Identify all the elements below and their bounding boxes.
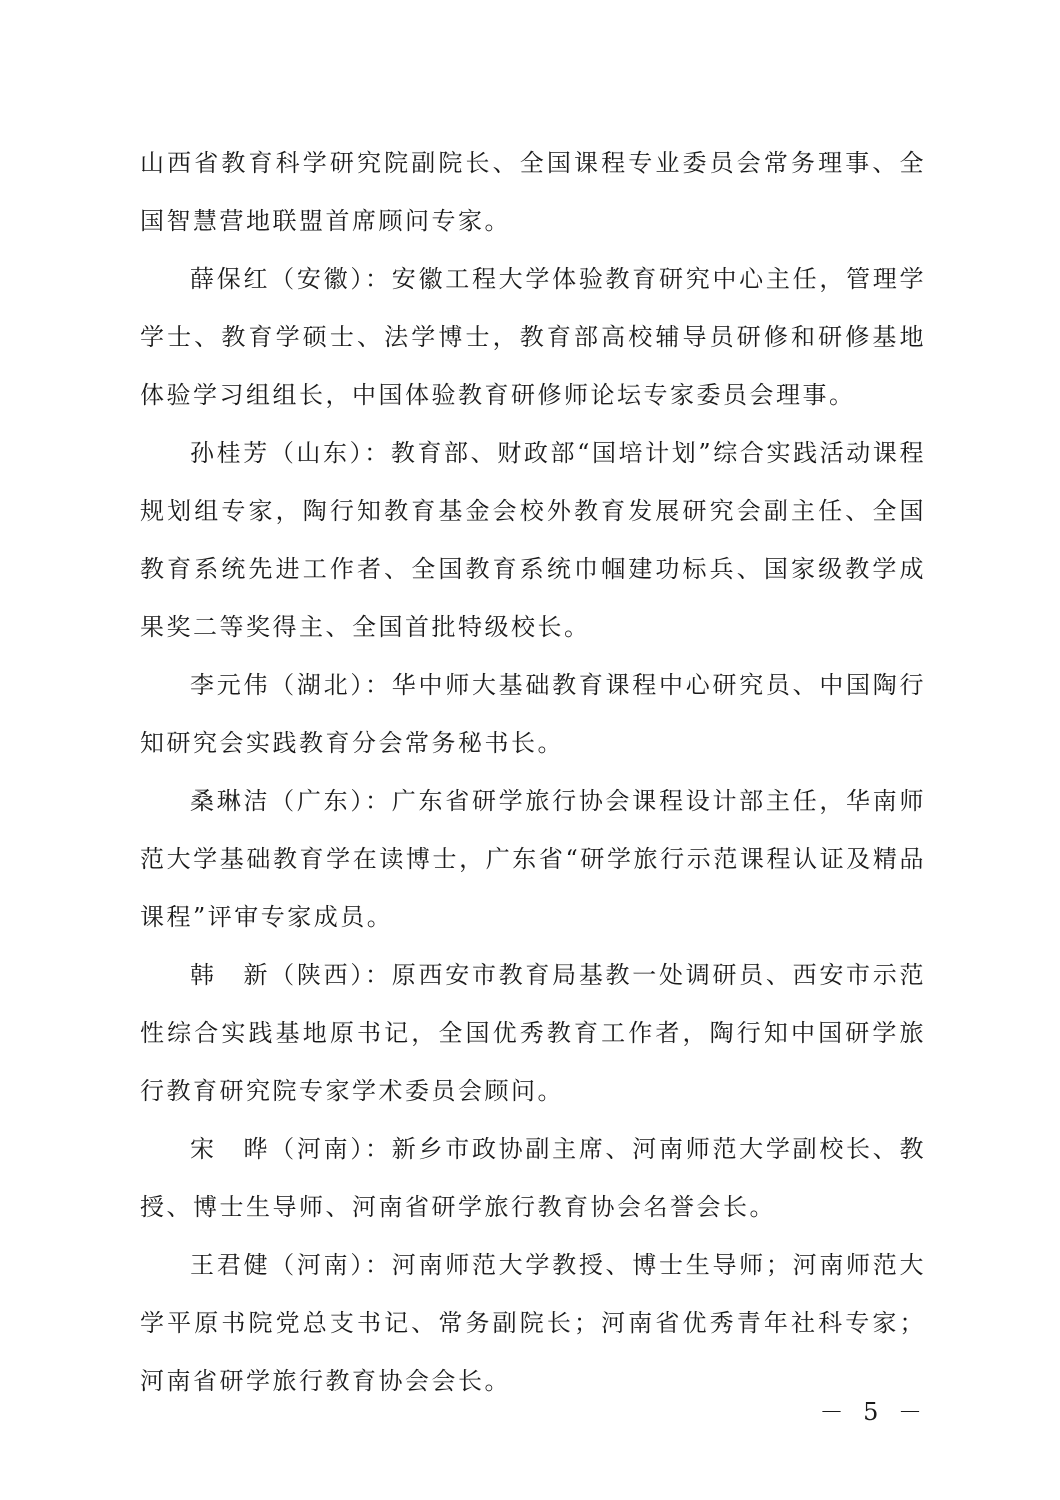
document-body [140, 134, 926, 1410]
expert-entry-sang-linjie: 桑琳洁（广东）：广东省研学旅行协会课程设计部主任，华南师范大学基础教育学在读博士，广东省“研学旅行示范课程认证及精品课程”评审专家成员。 [140, 787, 926, 931]
page-number: － 5 － [819, 1398, 928, 1426]
expert-entry-li-yuanwei: 李元伟（湖北）：华中师大基础教育课程中心研究员、中国陶行知研究会实践教育分会常务秘书长。 [140, 671, 926, 757]
expert-entry-song-ye: 宋 晔（河南）：新乡市政协副主席、河南师范大学副校长、教授、博士生导师、河南省研学旅行教育协会名誉会长。 [140, 1135, 926, 1221]
expert-entry-sun-guifang: 孙桂芳（山东）：教育部、财政部“国培计划”综合实践活动课程规划组专家，陶行知教育基金会校外教育发展研究会副主任、全国教育系统先进工作者、全国教育系统巾帼建功标兵、国家级教学成果奖二等奖得主、全国首批特级校长。 [140, 439, 926, 641]
paragraph-continuation: 山西省教育科学研究院副院长、全国课程专业委员会常务理事、全国智慧营地联盟首席顾问专家。 [140, 149, 926, 235]
expert-entry-wang-junjian: 王君健（河南）：河南师范大学教授、博士生导师；河南师范大学平原书院党总支书记、常务副院长；河南省优秀青年社科专家；河南省研学旅行教育协会会长。 [140, 1251, 926, 1395]
expert-entry-han-xin: 韩 新（陕西）：原西安市教育局基教一处调研员、西安市示范性综合实践基地原书记，全国优秀教育工作者，陶行知中国研学旅行教育研究院专家学术委员会顾问。 [140, 961, 926, 1105]
expert-entry-xue-baohong: 薛保红（安徽）：安徽工程大学体验教育研究中心主任，管理学学士、教育学硕士、法学博士，教育部高校辅导员研修和研修基地体验学习组组长，中国体验教育研修师论坛专家委员会理事。 [140, 265, 926, 409]
